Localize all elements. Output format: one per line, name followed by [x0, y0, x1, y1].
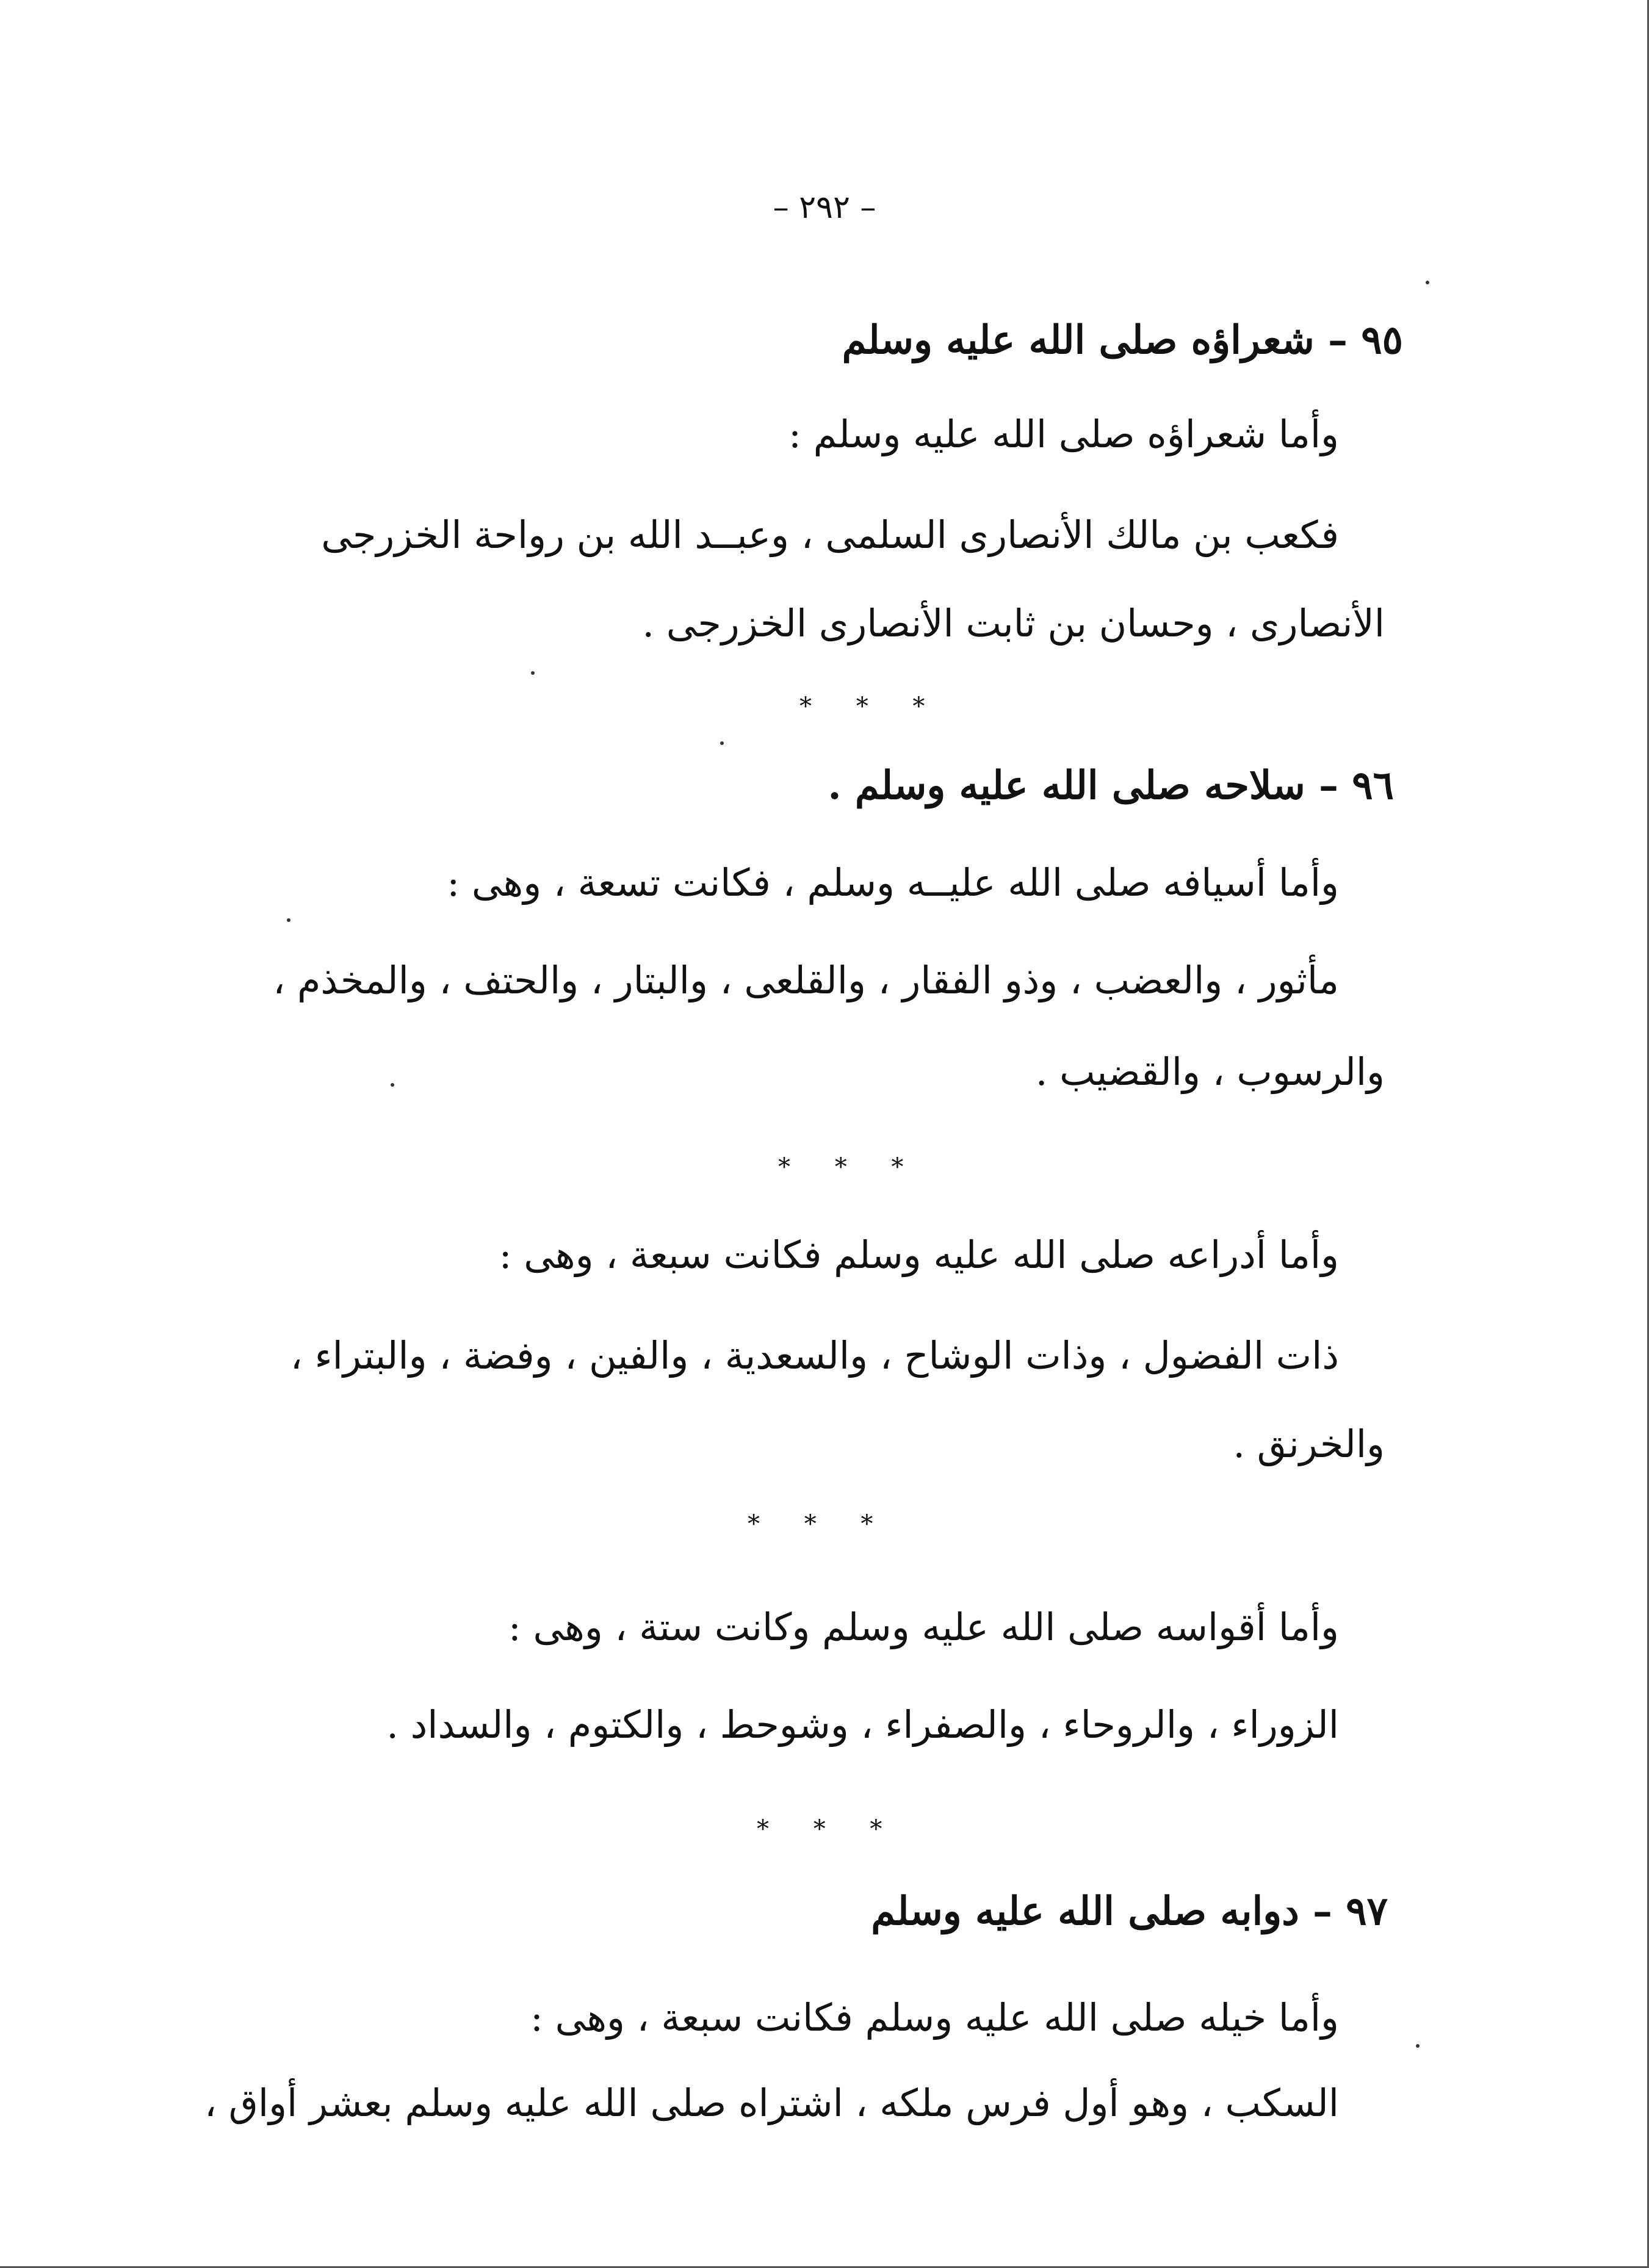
page-number: – ٢٩٢ – — [773, 189, 876, 226]
paragraph-line: وأما شعراؤه صلى الله عليه وسلم : — [788, 412, 1339, 456]
paragraph-line: فكعب بن مالك الأنصارى السلمى ، وعبــد الله بن رواحة الخزرجى — [321, 513, 1339, 557]
scan-speck — [531, 671, 535, 675]
scan-speck — [720, 741, 724, 745]
scan-speck — [1426, 281, 1429, 284]
section-heading-96: ٩٦ – سلاحه صلى الله عليه وسلم . — [828, 763, 1394, 808]
paragraph-line: مأثور ، والعضب ، وذو الفقار ، والقلعى ، والبتار ، والحتف ، والمخذم ، — [273, 958, 1339, 1003]
paragraph-line: الأنصارى ، وحسان بن ثابت الأنصارى الخزرجى . — [642, 601, 1385, 646]
section-heading-95: ٩٥ – شعراؤه صلى الله عليه وسلم — [842, 317, 1403, 363]
scan-speck — [391, 1083, 394, 1087]
section-separator: * * * — [748, 1510, 892, 1538]
paragraph-line: الزوراء ، والروحاء ، والصفراء ، وشوحط ، والكتوم ، والسداد . — [386, 1702, 1339, 1747]
section-separator: * * * — [757, 1815, 901, 1843]
paragraph-line: السكب ، وهو أول فرس ملكه ، اشتراه صلى الله عليه وسلم بعشر أواق ، — [204, 2081, 1339, 2125]
paragraph-line: وأما أدراعه صلى الله عليه وسلم فكانت سبعة ، وهى : — [499, 1233, 1339, 1277]
scan-speck — [287, 918, 290, 922]
paragraph-line: وأما أسيافه صلى الله عليــه وسلم ، فكانت تسعة ، وهى : — [447, 860, 1339, 905]
paragraph-line: والرسوب ، والقضيب . — [1035, 1049, 1385, 1094]
section-separator: * * * — [799, 693, 944, 721]
paragraph-line: ذات الفضول ، وذات الوشاح ، والسعدية ، والفين ، وفضة ، والبتراء ، — [290, 1333, 1339, 1378]
paragraph-line: وأما خيله صلى الله عليه وسلم فكانت سبعة ، وهى : — [530, 1995, 1339, 2040]
section-heading-97: ٩٧ – دوابه صلى الله عليه وسلم — [871, 1888, 1388, 1934]
scan-speck — [1416, 2044, 1420, 2048]
paragraph-line: والخرنق . — [1233, 1422, 1385, 1466]
section-separator: * * * — [778, 1153, 922, 1181]
paragraph-line: وأما أقواسه صلى الله عليه وسلم وكانت ستة ، وهى : — [508, 1605, 1339, 1649]
